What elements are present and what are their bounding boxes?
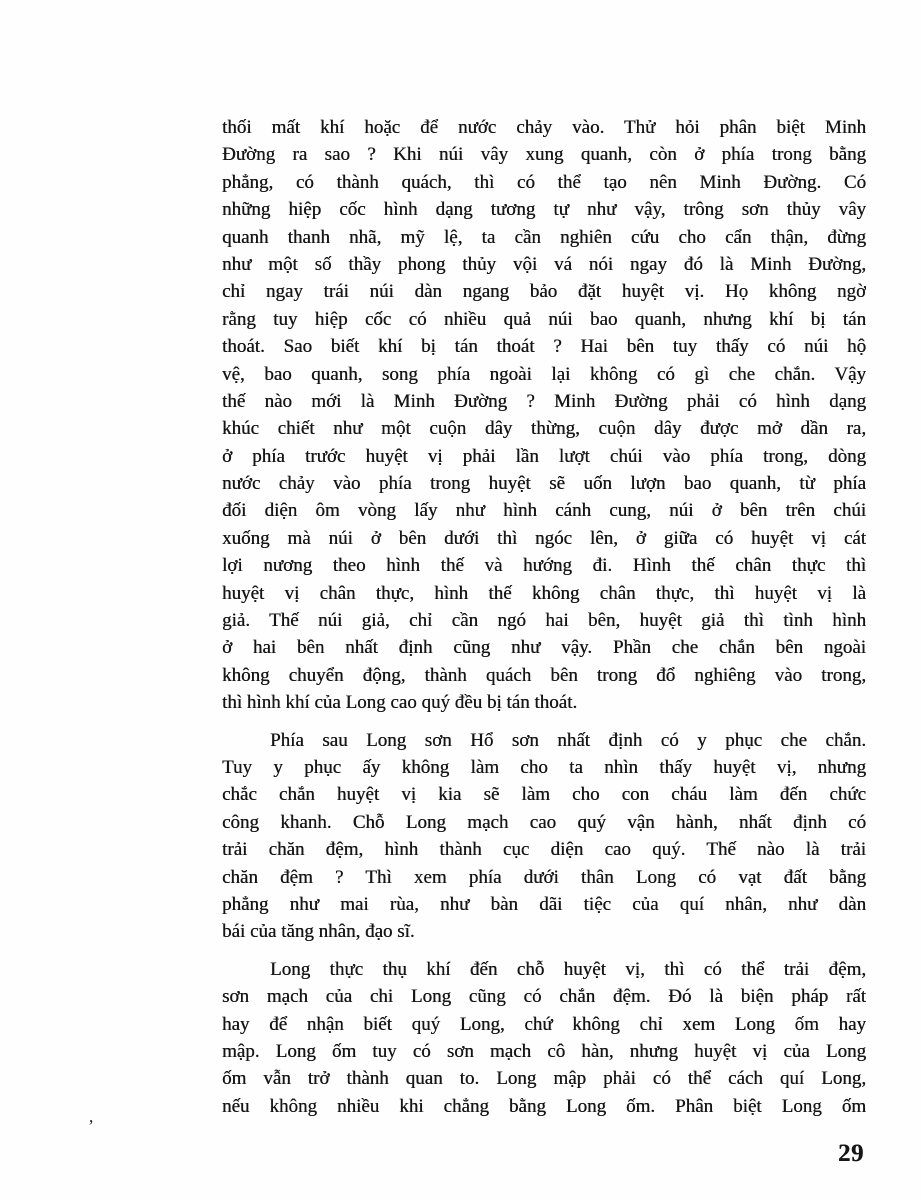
text-line: chắc chắn huyệt vị kia sẽ làm cho con cháu làm đến chức (222, 784, 866, 806)
text-line: hay để nhận biết quý Long, chứ không chỉ xem Long ốm hay (222, 1013, 866, 1035)
text-line: đối diện ôm vòng lấy như hình cánh cung, núi ở bên trên chúi (222, 500, 866, 522)
text-line: ốm vẫn trở thành quan to. Long mập phải có thể cách quí Long, (222, 1068, 866, 1090)
text-line: giả. Thế núi giả, chỉ cần ngó hai bên, huyệt giả thì tình hình (222, 610, 866, 632)
text-line: thối mất khí hoặc để nước chảy vào. Thử hỏi phân biệt Minh (222, 117, 866, 138)
text-line: bái của tăng nhân, đạo sĩ. (222, 921, 415, 943)
text-line: lợi nương theo hình thế và hướng đi. Hình thế chân thực thì (222, 555, 866, 577)
text-line: nếu không nhiều khi chẳng bằng Long ốm. Phân biệt Long ốm (222, 1095, 866, 1117)
text-line: chăn đệm ? Thì xem phía dưới thân Long có vạt đất bằng (222, 866, 866, 888)
page-body (222, 114, 866, 1120)
stray-ink-mark: ’ (88, 1116, 94, 1136)
paragraph (222, 956, 866, 1120)
text-line: công khanh. Chỗ Long mạch cao quý vận hành, nhất định có (222, 811, 866, 833)
text-line: trải chăn đệm, hình thành cục diện cao quý. Thế nào là trải (222, 839, 866, 861)
text-line: sơn mạch của chi Long cũng có chắn đệm. Đó là biện pháp rất (222, 986, 866, 1008)
text-line: mập. Long ốm tuy có sơn mạch cô hàn, nhưng huyệt vị của Long (222, 1040, 866, 1062)
text-line: quanh thanh nhã, mỹ lệ, ta cần nghiên cứu cho cẩn thận, đừng (222, 226, 866, 248)
text-line: những hiệp cốc hình dạng tương tự như vậy, trông sơn thủy vây (222, 199, 866, 221)
text-line: phẳng như mai rùa, như bàn dãi tiệc của quí nhân, như dàn (222, 893, 866, 915)
text-line: huyệt vị chân thực, hình thế không chân thực, thì huyệt vị là (222, 582, 866, 604)
text-line: phẳng, có thành quách, thì có thể tạo nên Minh Đường. Có (222, 171, 866, 193)
text-line: khúc chiết như một cuộn dây thừng, cuộn dây được mở dần ra, (222, 418, 866, 440)
text-line: ở hai bên nhất định cũng như vậy. Phần che chắn bên ngoài (222, 637, 866, 659)
text-line: không chuyển động, thành quách bên trong đổ nghiêng vào trong, (222, 664, 866, 686)
paragraph (222, 727, 866, 946)
text-line: ở phía trước huyệt vị phải lần lượt chúi vào phía trong, dòng (222, 445, 866, 467)
text-line: Đường ra sao ? Khi núi vây xung quanh, còn ở phía trong bằng (222, 144, 866, 166)
text-line: xuống mà núi ở bên dưới thì ngóc lên, ở giữa có huyệt vị cát (222, 527, 866, 549)
text-line: như một số thầy phong thủy vội vá nói ngay đó là Minh Đường, (222, 253, 866, 275)
text-line: vệ, bao quanh, song phía ngoài lại không có gì che chắn. Vậy (222, 363, 866, 385)
page-number: 29 (838, 1140, 864, 1167)
text-line: nước chảy vào phía trong huyệt sẽ uốn lượn bao quanh, từ phía (222, 473, 866, 495)
text-line: chỉ ngay trái núi dàn ngang bảo đặt huyệt vị. Họ không ngờ (222, 281, 866, 303)
text-line: Long thực thụ khí đến chỗ huyệt vị, thì có thể trải đệm, (270, 958, 866, 980)
text-line: thế nào mới là Minh Đường ? Minh Đường phải có hình dạng (222, 390, 866, 412)
text-line: rằng tuy hiệp cốc có nhiều quả núi bao quanh, nhưng khí bị tán (222, 308, 866, 330)
text-line: thoát. Sao biết khí bị tán thoát ? Hai bên tuy thấy có núi hộ (222, 336, 866, 358)
text-line: Phía sau Long sơn Hổ sơn nhất định có y phục che chắn. (270, 729, 866, 751)
text-line: Tuy y phục ấy không làm cho ta nhìn thấy huyệt vị, nhưng (222, 756, 866, 778)
paragraph (222, 114, 866, 717)
text-line: thì hình khí của Long cao quý đều bị tán thoát. (222, 692, 578, 714)
